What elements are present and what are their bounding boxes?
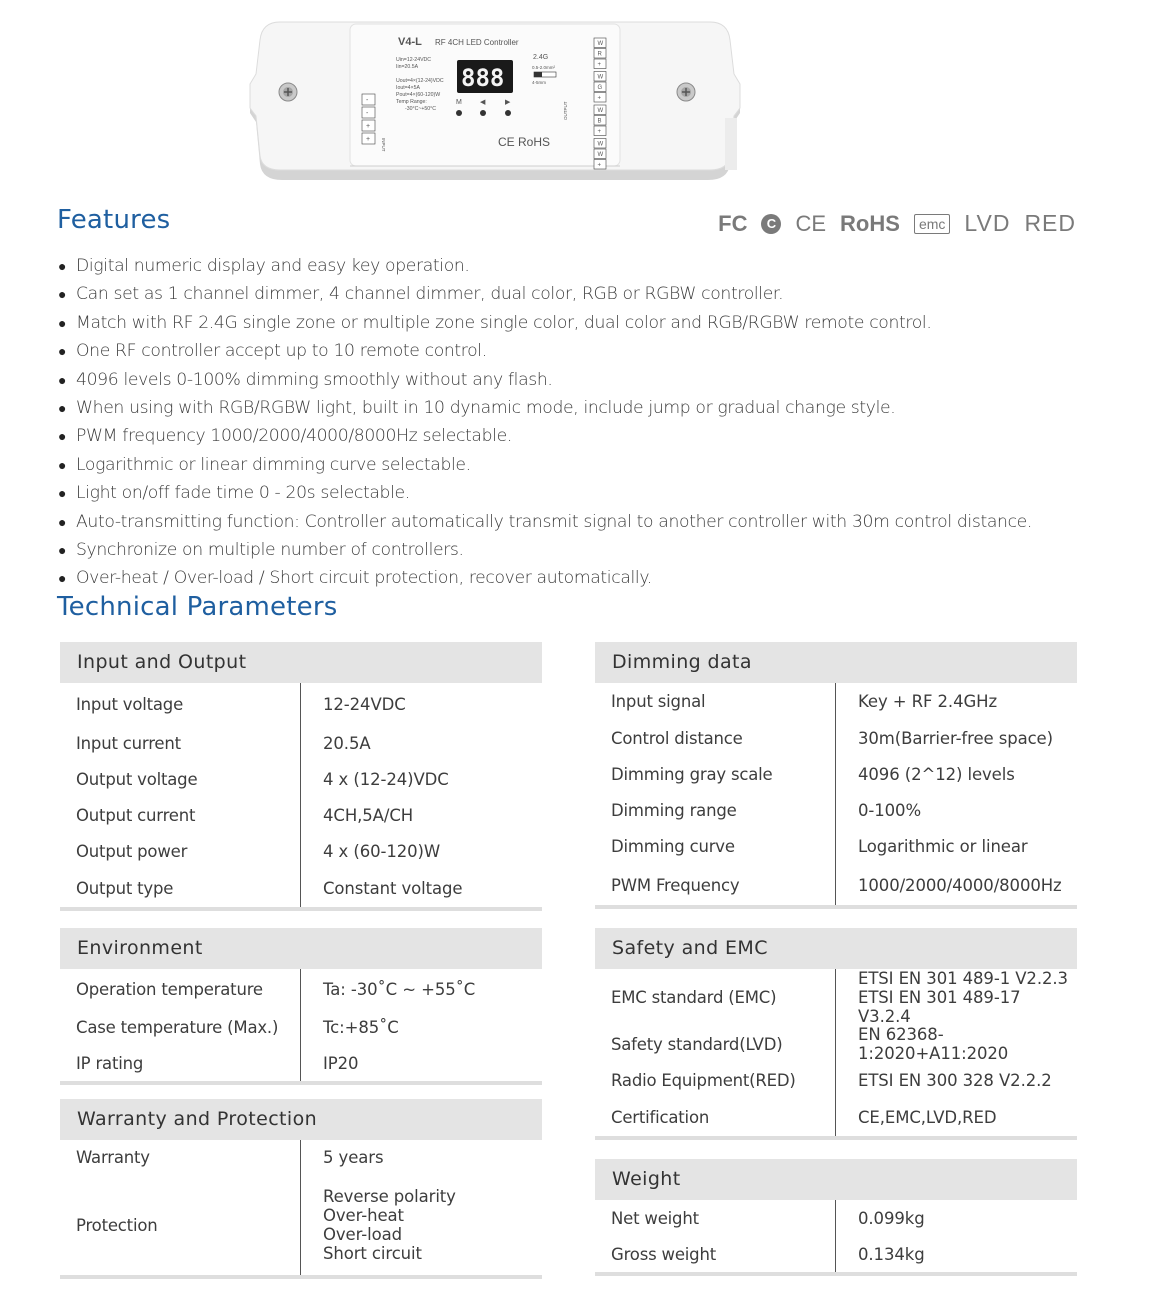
parameter-value xyxy=(836,801,1077,820)
parameter-name: Certification xyxy=(595,1099,836,1136)
parameter-name: Dimming gray scale xyxy=(595,756,836,792)
parameter-name: Output power xyxy=(60,833,301,870)
key-m-label: M xyxy=(456,99,462,106)
table-row xyxy=(60,683,542,725)
table-bottom-rule xyxy=(60,1081,542,1085)
table-row xyxy=(60,797,542,833)
table-row xyxy=(60,1140,542,1175)
table-header: Input and Output xyxy=(60,642,542,683)
ce-logo: CE xyxy=(795,210,827,236)
key-left-button[interactable] xyxy=(480,110,486,116)
parameter-name: Input voltage xyxy=(60,683,301,725)
bullet-icon: ● xyxy=(58,401,67,418)
terminal-right xyxy=(594,139,606,149)
feature-text: Can set as 1 channel dimmer, 4 channel dimmer, dual color, RGB or RGBW controller. xyxy=(76,284,784,305)
table-row xyxy=(60,870,542,907)
table-header: Weight xyxy=(595,1159,1077,1200)
terminal-right-label: R xyxy=(597,51,602,58)
parameter-value-line: IP20 xyxy=(323,1053,359,1073)
terminal-right xyxy=(594,116,606,126)
lvd-logo: LVD xyxy=(964,210,1011,236)
terminal-right xyxy=(594,49,606,59)
terminal-right-label: G xyxy=(597,85,603,91)
product-display: 888 xyxy=(461,64,505,92)
terminal-right-label: W xyxy=(597,141,604,148)
input-label: INPUT xyxy=(381,138,386,152)
table-row xyxy=(595,792,1077,828)
feature-text: One RF controller accept up to 10 remote control. xyxy=(76,341,487,362)
parameter-value-line: 1000/2000/4000/8000Hz xyxy=(858,875,1062,895)
table-row xyxy=(595,1236,1077,1272)
parameter-value-line: EN 62368-1:2020+A11:2020 xyxy=(858,1025,1009,1063)
feature-text: Synchronize on multiple number of controllers. xyxy=(76,540,464,561)
parameter-value xyxy=(301,695,542,714)
bullet-icon: ● xyxy=(58,259,67,275)
terminal-left xyxy=(362,94,375,105)
parameter-name: Operation temperature xyxy=(60,969,301,1009)
product-wire-2: 4-5mm xyxy=(532,80,547,85)
parameter-value xyxy=(301,1054,542,1073)
terminal-right-label: W xyxy=(597,74,604,81)
parameter-value xyxy=(836,1245,1077,1264)
terminal-right xyxy=(594,82,606,92)
parameter-name: Safety standard(LVD) xyxy=(595,1026,836,1062)
parameter-name: Radio Equipment(RED) xyxy=(595,1062,836,1099)
key-right-label: ▶ xyxy=(505,99,511,106)
table-header: Safety and EMC xyxy=(595,928,1077,969)
parameter-value-line: 0.099kg xyxy=(858,1208,925,1228)
table-row xyxy=(60,761,542,797)
parameter-value-line: Reverse polarity xyxy=(323,1187,456,1206)
parameter-name: Dimming curve xyxy=(595,828,836,865)
parameter-value xyxy=(836,969,1077,1026)
parameter-value xyxy=(301,734,542,753)
parameter-name: Input current xyxy=(60,725,301,761)
fcc-logo: FC xyxy=(718,210,748,236)
table-bottom-rule xyxy=(595,1272,1077,1276)
parameter-value xyxy=(836,1108,1077,1127)
weight-table xyxy=(595,1159,1077,1276)
parameter-value-line: Logarithmic or linear xyxy=(858,837,1028,856)
table-row xyxy=(595,865,1077,905)
terminal-right-label: + xyxy=(597,95,602,102)
parameter-value-line: Constant voltage xyxy=(323,879,463,898)
terminal-right-label: W xyxy=(597,108,604,114)
parameter-value-line: Over-heat xyxy=(323,1206,404,1225)
parameter-value xyxy=(836,837,1077,856)
product-spec-line: Uout=4×(12-24)VDC xyxy=(396,78,444,84)
parameter-name: Output type xyxy=(60,870,301,907)
parameter-value-line: Ta: -30˚C ~ +55˚C xyxy=(323,979,476,999)
parameter-value xyxy=(301,879,542,898)
table-row xyxy=(595,756,1077,792)
table-row xyxy=(595,683,1077,720)
parameter-value-line: Tc:+85˚C xyxy=(323,1017,399,1037)
parameter-name: Output current xyxy=(60,797,301,833)
terminal-left-label: + xyxy=(366,136,371,143)
rohs-logo: RoHS xyxy=(840,210,900,236)
warranty-protection-table xyxy=(60,1099,542,1279)
terminal-right xyxy=(594,38,606,48)
parameter-value xyxy=(301,842,542,861)
terminal-right xyxy=(594,72,606,82)
table-row xyxy=(595,1026,1077,1062)
product-spec-line: Temp Range: xyxy=(396,99,427,105)
c-tick-logo: C xyxy=(761,214,781,234)
parameter-name: IP rating xyxy=(60,1045,301,1081)
table-header: Warranty and Protection xyxy=(60,1099,542,1140)
parameter-name: Input signal xyxy=(595,683,836,720)
product-spec-line: Iin=20.5A xyxy=(396,64,419,70)
environment-table xyxy=(60,928,542,1085)
table-row xyxy=(595,1062,1077,1099)
table-row xyxy=(60,1175,542,1275)
parameter-value xyxy=(301,1187,542,1263)
feature-item xyxy=(58,338,1138,366)
table-row xyxy=(60,969,542,1009)
product-image xyxy=(240,18,750,188)
parameter-value-line: 12-24VDC xyxy=(323,694,406,714)
parameter-value-line: 4CH,5A/CH xyxy=(323,805,414,825)
parameter-value xyxy=(836,1025,1077,1063)
parameter-value-line: 0.134kg xyxy=(858,1244,925,1264)
feature-text: When using with RGB/RGBW light, built in 10 dynamic mode, include jump or gradual change style. xyxy=(76,398,896,419)
table-header: Environment xyxy=(60,928,542,969)
key-m-button[interactable] xyxy=(456,110,462,116)
parameter-value xyxy=(836,1209,1077,1228)
feature-text: Light on/off fade time 0 - 20s selectable. xyxy=(76,483,410,504)
table-header: Dimming data xyxy=(595,642,1077,683)
parameter-name: Control distance xyxy=(595,720,836,756)
table-row xyxy=(595,828,1077,865)
product-name: RF 4CH LED Controller xyxy=(435,38,519,47)
bullet-icon: ● xyxy=(58,315,67,332)
feature-item xyxy=(58,423,1138,451)
feature-text: 4096 levels 0-100% dimming smoothly without any flash. xyxy=(76,369,553,390)
parameter-value xyxy=(301,770,542,789)
bullet-icon: ● xyxy=(58,429,67,446)
feature-text: Digital numeric display and easy key operation. xyxy=(76,256,470,276)
feature-item xyxy=(58,367,1138,395)
table-bottom-rule xyxy=(60,907,542,911)
certification-logos xyxy=(718,210,1076,237)
parameter-value-line: Key + RF 2.4GHz xyxy=(858,692,998,711)
feature-item xyxy=(58,452,1138,480)
table-bottom-rule xyxy=(595,1136,1077,1140)
emc-logo: emc xyxy=(914,214,950,234)
parameter-value xyxy=(301,806,542,825)
terminal-right-label: + xyxy=(597,162,602,169)
terminal-left-label: - xyxy=(366,110,369,117)
feature-item xyxy=(58,395,1138,423)
parameter-value-line: 4 x (12-24)VDC xyxy=(323,769,449,789)
terminal-right xyxy=(594,93,606,103)
table-row xyxy=(595,1099,1077,1136)
bullet-icon: ● xyxy=(58,457,67,474)
table-bottom-rule xyxy=(595,905,1077,909)
parameter-value xyxy=(836,1071,1077,1090)
feature-item xyxy=(58,281,1138,309)
dimming-data-table xyxy=(595,642,1077,909)
table-row xyxy=(60,725,542,761)
bullet-icon: ● xyxy=(58,344,67,361)
table-row xyxy=(595,720,1077,756)
product-spec-line: Pout=4×(60-120)W xyxy=(396,92,441,98)
terminal-right-label: + xyxy=(597,62,602,68)
parameter-name: Dimming range xyxy=(595,792,836,828)
parameter-value-line: 4096 (2^12) levels xyxy=(858,764,1015,784)
terminal-right-label: B xyxy=(597,118,602,125)
parameter-name: Net weight xyxy=(595,1200,836,1236)
parameter-value-line: Over-load xyxy=(323,1225,402,1244)
output-label: OUTPUT xyxy=(563,101,568,120)
product-marks: CE RoHS xyxy=(498,135,551,149)
feature-text: Logarithmic or linear dimming curve selectable. xyxy=(76,454,471,475)
product-freq: 2.4G xyxy=(533,54,549,61)
terminal-right-label: + xyxy=(597,129,602,135)
terminal-right xyxy=(594,149,606,159)
feature-text: Auto-transmitting function: Controller automatically transmit signal to another controller with 30m control distance. xyxy=(76,511,1033,532)
parameter-value xyxy=(836,692,1077,711)
terminal-right xyxy=(594,160,606,170)
parameter-value-line: Short circuit xyxy=(323,1244,422,1263)
terminal-right-label: W xyxy=(597,41,604,47)
parameter-value xyxy=(836,765,1077,784)
parameter-name: Warranty xyxy=(60,1140,301,1175)
terminal-left xyxy=(362,107,375,118)
table-row xyxy=(595,1200,1077,1236)
technical-parameters-title: Technical Parameters xyxy=(57,592,338,622)
feature-item xyxy=(58,480,1138,508)
feature-item xyxy=(58,537,1138,565)
terminal-right xyxy=(594,59,606,69)
feature-text: Over-heat / Over-load / Short circuit protection, recover automatically. xyxy=(76,568,652,589)
product-model: V4-L xyxy=(398,36,422,48)
table-row xyxy=(60,1045,542,1081)
features-title: Features xyxy=(57,205,171,235)
terminal-left-label: + xyxy=(366,123,371,130)
parameter-name: Protection xyxy=(60,1175,301,1275)
terminal-right-label: W xyxy=(597,152,604,158)
bullet-icon: ● xyxy=(58,514,67,531)
parameter-value-line: 0-100% xyxy=(858,800,922,820)
feature-text: Match with RF 2.4G single zone or multiple zone single color, dual color and RGB/RGBW remote control. xyxy=(76,312,932,333)
parameter-value xyxy=(836,876,1077,895)
parameter-value-line: 30m(Barrier-free space) xyxy=(858,728,1053,748)
terminal-right xyxy=(594,126,606,136)
table-row xyxy=(595,969,1077,1026)
table-bottom-rule xyxy=(60,1275,542,1279)
input-output-table xyxy=(60,642,542,911)
parameter-value-line: CE,EMC,LVD,RED xyxy=(858,1108,997,1127)
bullet-icon: ● xyxy=(58,543,67,560)
table-row xyxy=(60,833,542,870)
bullet-icon: ● xyxy=(58,571,67,588)
parameter-value xyxy=(301,1148,542,1167)
key-right-button[interactable] xyxy=(505,110,511,116)
terminal-left xyxy=(362,120,375,131)
bullet-icon: ● xyxy=(58,486,67,503)
feature-item xyxy=(58,509,1138,537)
product-spec-line: Uin=12-24VDC xyxy=(396,57,432,63)
parameter-name: Output voltage xyxy=(60,761,301,797)
parameter-value-line: ETSI EN 301 489-17 V3.2.4 xyxy=(858,988,1021,1026)
parameter-value xyxy=(836,729,1077,748)
feature-list xyxy=(58,253,1138,594)
parameter-value xyxy=(301,980,542,999)
feature-item xyxy=(58,253,1138,281)
parameter-value-line: ETSI EN 301 489-1 V2.2.3 xyxy=(858,969,1068,988)
product-spec-line: -30°C~+50°C xyxy=(405,106,436,112)
product-wire-1: 0.5-2.0mm² xyxy=(532,65,556,70)
parameter-value xyxy=(301,1018,542,1037)
key-left-label: ◀ xyxy=(480,99,486,106)
safety-emc-table xyxy=(595,928,1077,1140)
parameter-value-line: ETSI EN 300 328 V2.2.2 xyxy=(858,1071,1052,1090)
table-row xyxy=(60,1009,542,1045)
parameter-value-line: 5 years xyxy=(323,1148,384,1167)
product-spec-line: Iout=4×5A xyxy=(396,85,420,91)
parameter-value-line: 4 x (60-120)W xyxy=(323,842,441,861)
parameter-value-line: 20.5A xyxy=(323,733,371,753)
feature-text: PWM frequency 1000/2000/4000/8000Hz selectable. xyxy=(76,426,512,447)
parameter-name: EMC standard (EMC) xyxy=(595,969,836,1026)
parameter-name: Case temperature (Max.) xyxy=(60,1009,301,1045)
terminal-right xyxy=(594,105,606,115)
parameter-name: PWM Frequency xyxy=(595,865,836,905)
red-logo: RED xyxy=(1024,210,1076,236)
parameter-name: Gross weight xyxy=(595,1236,836,1272)
bullet-icon: ● xyxy=(58,287,67,304)
terminal-left-label: - xyxy=(366,97,369,104)
feature-item xyxy=(58,310,1138,338)
bullet-icon: ● xyxy=(58,372,67,389)
terminal-left xyxy=(362,133,375,144)
feature-item xyxy=(58,565,1138,593)
